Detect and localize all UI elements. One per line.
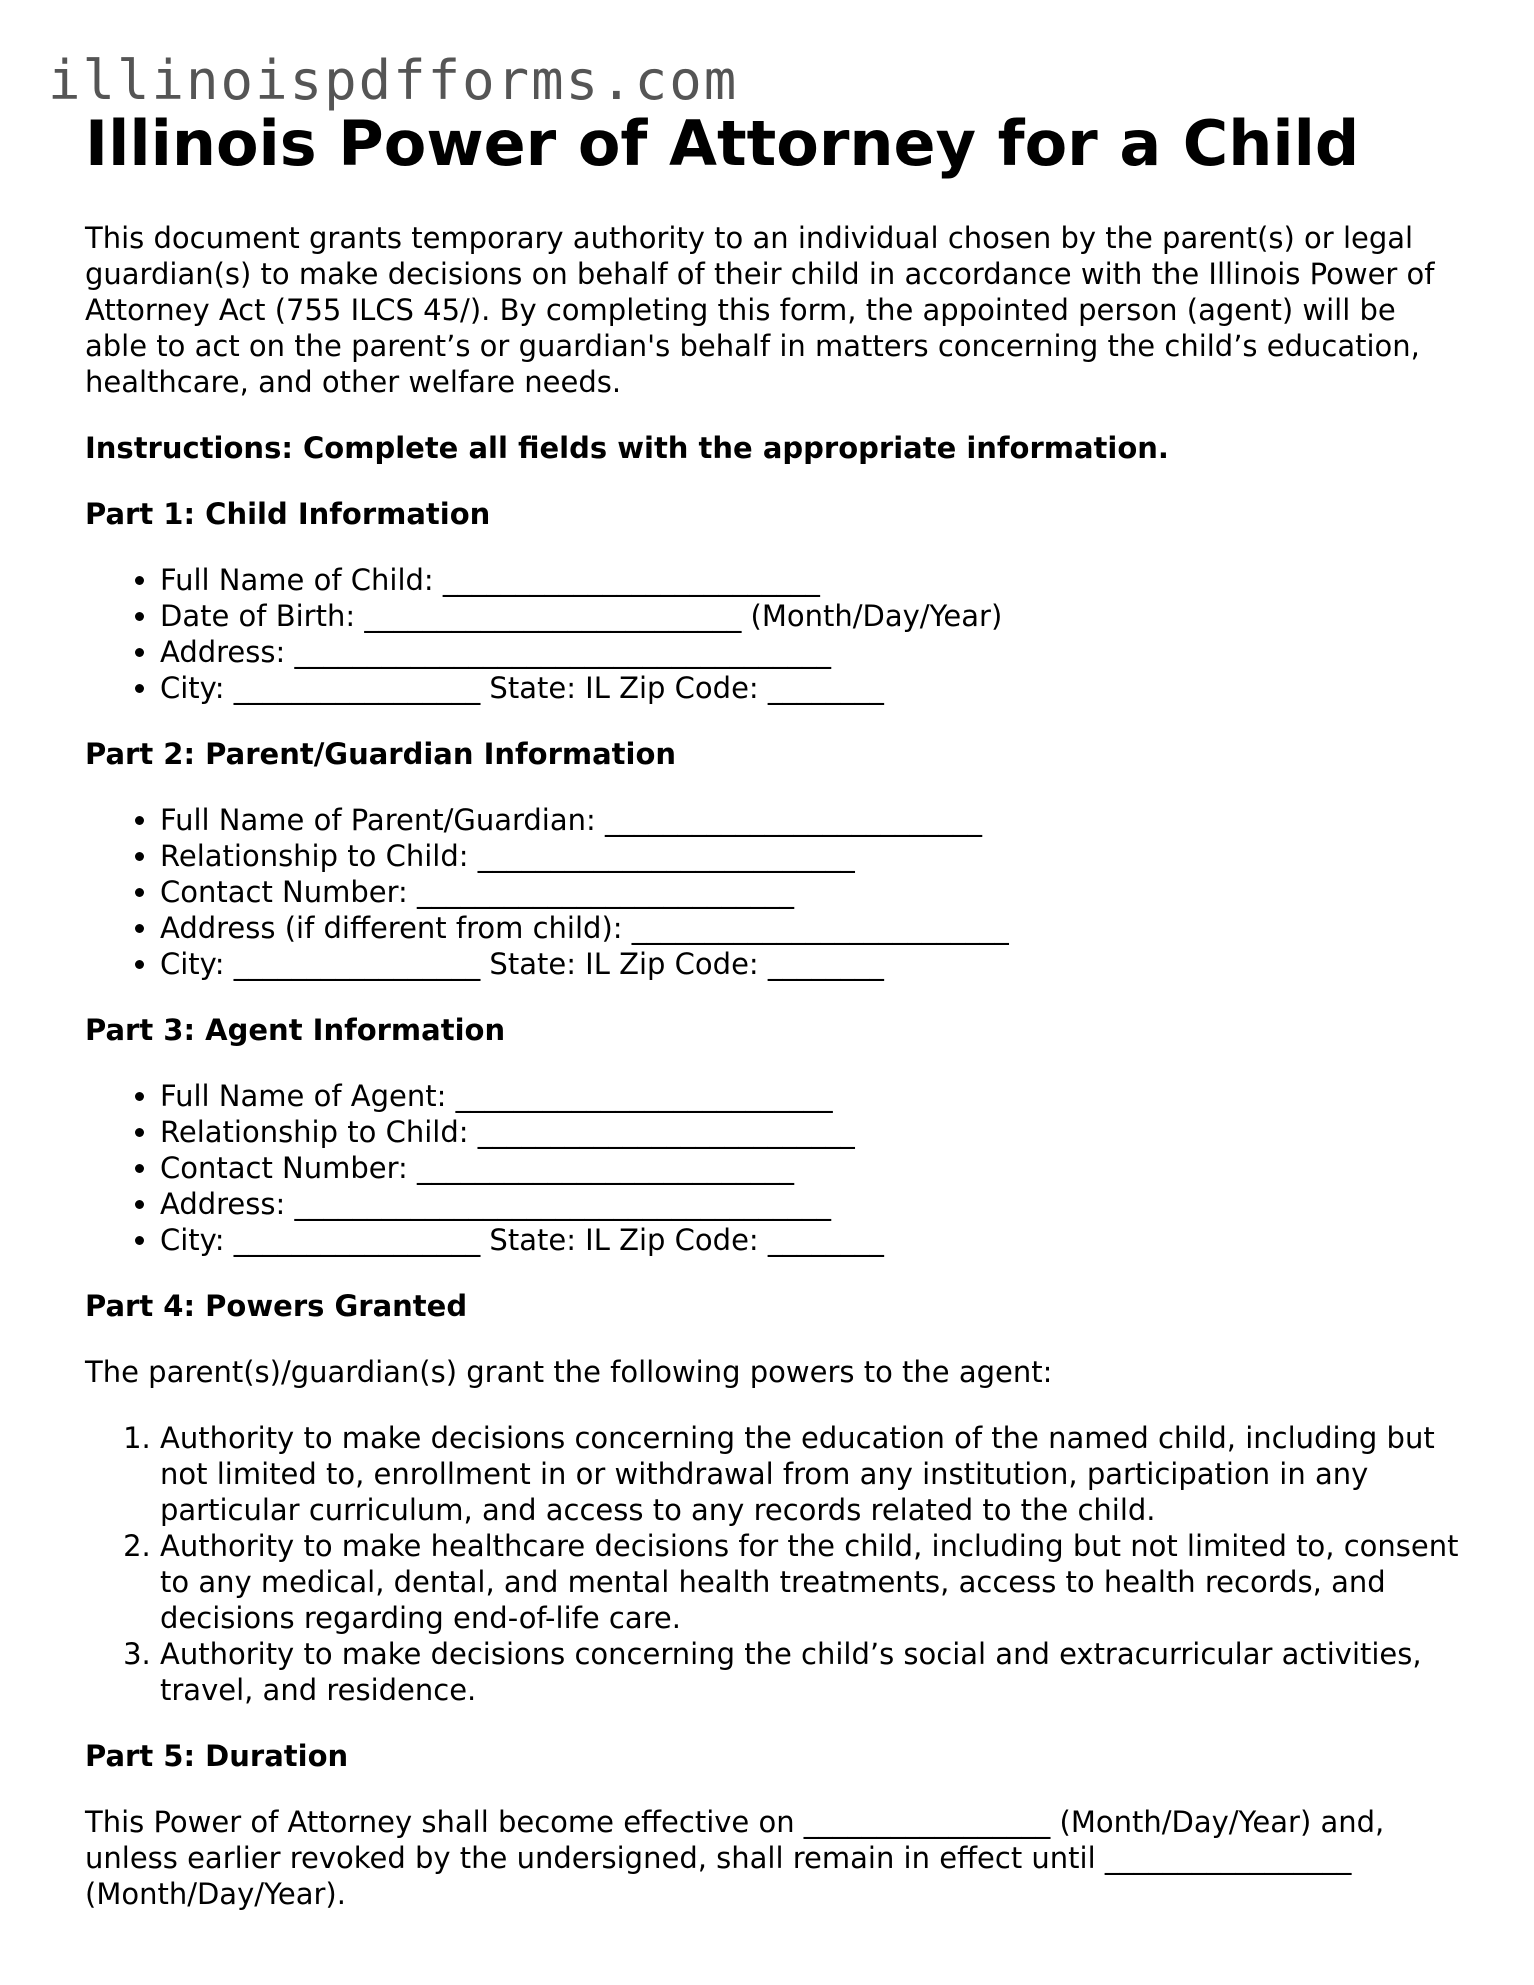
agent-relationship-field[interactable]: • Relationship to Child: __________________________ xyxy=(160,1114,1465,1150)
parent-info-list xyxy=(85,802,1465,982)
powers-list xyxy=(85,1420,1465,1708)
part4-heading: Part 4: Powers Granted xyxy=(85,1289,468,1323)
agent-city-state-zip-field[interactable]: • City: _________________ State: IL Zip Code: ________ xyxy=(160,1222,1465,1258)
child-address-field[interactable]: • Address: _____________________________________ xyxy=(160,634,1465,670)
agent-full-name-field[interactable]: • Full Name of Agent: __________________________ xyxy=(160,1078,1465,1114)
site-watermark: illinoispdfforms.com xyxy=(48,49,739,112)
agent-address-field[interactable]: • Address: _____________________________________ xyxy=(160,1186,1465,1222)
child-dob-field[interactable]: • Date of Birth: __________________________ (Month/Day/Year) xyxy=(160,598,1465,634)
power-item-healthcare: 2. Authority to make healthcare decisions for the child, including but not limited to, consent to any medical, dental, and mental health treatments, access to health records, and decisions regarding end-of-life care. xyxy=(160,1528,1465,1636)
parent-city-state-zip-field[interactable]: • City: _________________ State: IL Zip Code: ________ xyxy=(160,946,1465,982)
power-item-activities: 3. Authority to make decisions concerning the child’s social and extracurricular activities, travel, and residence. xyxy=(160,1636,1465,1708)
parent-full-name-field[interactable]: • Full Name of Parent/Guardian: __________________________ xyxy=(160,802,1465,838)
part1-heading: Part 1: Child Information xyxy=(85,497,491,531)
document-title: Illinois Power of Attorney for a Child xyxy=(85,107,1360,180)
child-city-state-zip-field[interactable]: • City: _________________ State: IL Zip Code: ________ xyxy=(160,670,1465,706)
parent-contact-field[interactable]: • Contact Number: __________________________ xyxy=(160,874,1465,910)
parent-relationship-field[interactable]: • Relationship to Child: __________________________ xyxy=(160,838,1465,874)
child-full-name-field[interactable]: • Full Name of Child: __________________________ xyxy=(160,562,1465,598)
intro-paragraph: This document grants temporary authority to an individual chosen by the parent(s) or legal guardian(s) to make decisions on behalf of their child in accordance with the Illinois Power of Attorney Act (755 ILCS 45/). By completing this form, the appointed person (agent) will be able to act on the parent’s or guardian's behalf in matters concerning the child’s education, healthcare, and other welfare needs. xyxy=(85,221,1435,399)
document-page xyxy=(85,104,1465,1912)
duration-text[interactable]: This Power of Attorney shall become effective on _________________ (Month/Day/Year) and, unless earlier revoked by the undersigned, shall remain in effect until _________________ (Month/Day/Year). xyxy=(85,1805,1385,1911)
part5-heading: Part 5: Duration xyxy=(85,1739,349,1773)
parent-address-field[interactable]: • Address (if different from child): __________________________ xyxy=(160,910,1465,946)
part3-heading: Part 3: Agent Information xyxy=(85,1013,506,1047)
part2-heading: Part 2: Parent/Guardian Information xyxy=(85,737,677,771)
instructions-text: Instructions: Complete all fields with the appropriate information. xyxy=(85,431,1169,465)
child-info-list xyxy=(85,562,1465,706)
agent-info-list xyxy=(85,1078,1465,1258)
powers-lead-text: The parent(s)/guardian(s) grant the following powers to the agent: xyxy=(85,1355,1053,1389)
power-item-education: 1. Authority to make decisions concerning the education of the named child, including but not limited to, enrollment in or withdrawal from any institution, participation in any particular curriculum, and access to any records related to the child. xyxy=(160,1420,1465,1528)
agent-contact-field[interactable]: • Contact Number: __________________________ xyxy=(160,1150,1465,1186)
